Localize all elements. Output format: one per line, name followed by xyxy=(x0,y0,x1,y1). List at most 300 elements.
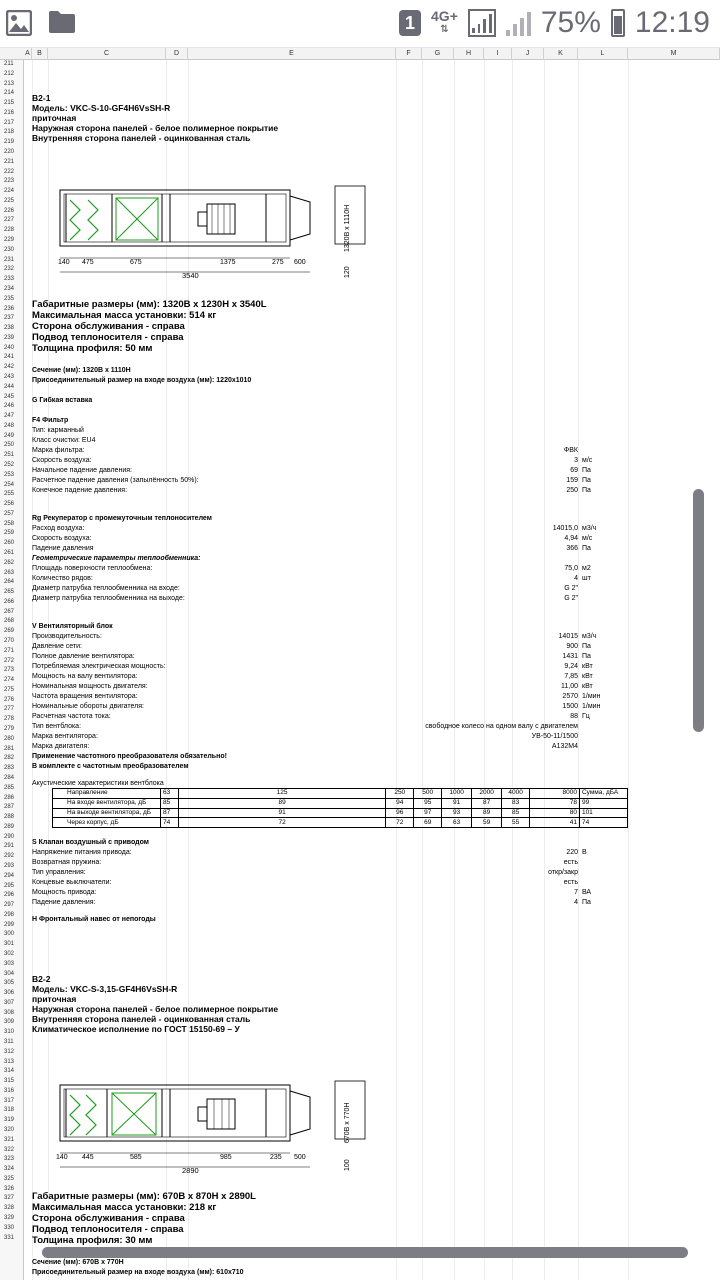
table-cell: 91 xyxy=(442,798,472,808)
cell-unit: Па xyxy=(582,643,591,650)
row-number[interactable]: 317 xyxy=(4,1097,15,1104)
row-number[interactable]: 213 xyxy=(4,80,15,87)
cell-value: 11,00 xyxy=(561,683,578,690)
row-number[interactable]: 245 xyxy=(4,393,15,400)
row-number[interactable]: 212 xyxy=(4,70,15,77)
row-number[interactable]: 281 xyxy=(4,745,15,752)
cell-value: А132М4 xyxy=(551,743,578,750)
cell-value: 1431 xyxy=(562,653,578,660)
text-line: Конечное падение давления: xyxy=(32,487,128,494)
text-line: Производительность: xyxy=(32,633,102,640)
cell-value: 14015,0 xyxy=(552,525,578,532)
row-number[interactable]: 295 xyxy=(4,882,15,889)
row-number[interactable]: 242 xyxy=(4,364,15,371)
table-cell: 91 xyxy=(178,808,385,818)
side2-small: 100 xyxy=(344,1159,351,1171)
cell-value: откр/закр xyxy=(548,869,578,876)
row-number[interactable]: 240 xyxy=(4,344,15,351)
row-number[interactable]: 221 xyxy=(4,158,15,165)
row-number[interactable]: 305 xyxy=(4,980,15,987)
row-number[interactable]: 302 xyxy=(4,950,15,957)
table-row xyxy=(53,808,628,818)
row-number[interactable]: 269 xyxy=(4,628,15,635)
text-line: В комплекте с частотным преобразователем xyxy=(32,763,189,770)
table-cell: 89 xyxy=(472,808,502,818)
row-number[interactable]: 297 xyxy=(4,902,15,909)
cell-value: 69 xyxy=(570,467,578,474)
seg-label-2: 475 xyxy=(82,259,94,266)
cell-unit: кВт xyxy=(582,683,593,690)
unit-inlet: Присоединительный размер на входе воздуха (мм): 1220x1010 xyxy=(32,377,252,384)
text-line: Концевые выключатели: xyxy=(32,879,112,886)
row-number[interactable]: 277 xyxy=(4,706,15,713)
image-icon xyxy=(6,10,32,36)
row-number[interactable]: 252 xyxy=(4,461,15,468)
row-number[interactable]: 250 xyxy=(4,442,15,449)
column-header[interactable]: B xyxy=(32,48,48,60)
row-number[interactable]: 247 xyxy=(4,413,15,420)
row-number[interactable]: 235 xyxy=(4,295,15,302)
unit2-inlet: Присоединительный размер на входе воздуха (мм): 610x710 xyxy=(32,1269,244,1276)
cell-value: УВ-50-11/1500 xyxy=(531,733,578,740)
unit-outer: Наружная сторона панелей - белое полимерное покрытие xyxy=(32,123,279,133)
cell-unit: Па xyxy=(582,467,591,474)
table-cell: 78 xyxy=(530,798,580,808)
text-line: Скорость воздуха: xyxy=(32,535,92,542)
row-number[interactable]: 271 xyxy=(4,647,15,654)
text-line: Падение давления: xyxy=(32,899,96,906)
row-number[interactable]: 259 xyxy=(4,530,15,537)
column-header[interactable]: K xyxy=(544,48,578,60)
table-cell: 74 xyxy=(579,818,627,828)
row-number[interactable]: 270 xyxy=(4,638,15,645)
row-number[interactable]: 306 xyxy=(4,990,15,997)
table-cell: 95 xyxy=(414,798,442,808)
text-line: Количество рядов: xyxy=(32,575,93,582)
row-number[interactable]: 234 xyxy=(4,285,15,292)
cell-value: ФВК xyxy=(563,447,578,454)
row-number[interactable]: 241 xyxy=(4,354,15,361)
row-number[interactable]: 231 xyxy=(4,256,15,263)
row-number[interactable]: 226 xyxy=(4,207,15,214)
text-line: Давление сети: xyxy=(32,643,83,650)
table-cell: 87 xyxy=(160,808,178,818)
seg-label-4: 1375 xyxy=(220,259,236,266)
text-line: Мощность привода: xyxy=(32,889,97,896)
cell-value: 159 xyxy=(566,477,578,484)
row-number[interactable]: 326 xyxy=(4,1185,15,1192)
row-number[interactable]: 290 xyxy=(4,833,15,840)
status-bar xyxy=(0,0,720,48)
row-number[interactable]: 322 xyxy=(4,1146,15,1153)
grid-column-line xyxy=(422,60,423,1280)
cell-value: 4 xyxy=(574,575,578,582)
column-header[interactable]: G xyxy=(422,48,454,60)
unit2-model: Модель: VKC-S-3,15-GF4H6VsSH-R xyxy=(32,984,178,994)
row-number[interactable]: 249 xyxy=(4,432,15,439)
table-cell: 101 xyxy=(579,808,627,818)
unit2-inner: Внутренняя сторона панелей - оцинкованная сталь xyxy=(32,1014,251,1024)
text-line: Тип: карманный xyxy=(32,427,84,434)
row-number[interactable]: 307 xyxy=(4,999,15,1006)
row-number[interactable]: 276 xyxy=(4,696,15,703)
table-cell: 72 xyxy=(178,818,385,828)
row-number[interactable]: 309 xyxy=(4,1019,15,1026)
unit-id: B2-1 xyxy=(32,93,51,103)
row-number[interactable]: 279 xyxy=(4,726,15,733)
table-cell: 74 xyxy=(160,818,178,828)
text-line: V Вентиляторный блок xyxy=(32,623,113,630)
row-number[interactable]: 225 xyxy=(4,197,15,204)
row-number[interactable]: 321 xyxy=(4,1136,15,1143)
row-number[interactable]: 258 xyxy=(4,520,15,527)
grid-column-line xyxy=(544,60,545,1280)
row-number[interactable]: 300 xyxy=(4,931,15,938)
cell-unit: м/с xyxy=(582,457,593,464)
text-line: Диаметр патрубка теплообменника на входе: xyxy=(32,585,180,592)
row-number[interactable]: 283 xyxy=(4,765,15,772)
row-number[interactable]: 272 xyxy=(4,657,15,664)
cell-unit: ВА xyxy=(582,889,592,896)
row-number[interactable]: 239 xyxy=(4,334,15,341)
side-small: 120 xyxy=(344,266,351,278)
table-cell: 93 xyxy=(442,808,472,818)
spreadsheet[interactable] xyxy=(0,48,720,1280)
sim-badge: 1 xyxy=(399,10,421,36)
table-header-cell: 63 xyxy=(160,789,178,799)
column-header[interactable]: D xyxy=(166,48,188,60)
cell-value: 88 xyxy=(570,713,578,720)
cell-unit: кВт xyxy=(582,663,593,670)
table-row xyxy=(53,789,628,799)
table-row xyxy=(53,798,628,808)
row-number[interactable]: 257 xyxy=(4,510,15,517)
table-cell: 59 xyxy=(472,818,502,828)
flex-insert: G Гибкая вставка xyxy=(32,397,93,404)
text-line: Тип вентблока: xyxy=(32,723,82,730)
text-line: Геометрические параметры теплообменника: xyxy=(32,555,201,562)
cell-value: свободное колесо на одном валу с двигателем xyxy=(425,723,578,730)
table-cell: 96 xyxy=(386,808,414,818)
row-number[interactable]: 323 xyxy=(4,1156,15,1163)
row-number[interactable]: 324 xyxy=(4,1166,15,1173)
row-number[interactable]: 313 xyxy=(4,1058,15,1065)
table-header-cell: 500 xyxy=(414,789,442,799)
row-number[interactable]: 331 xyxy=(4,1234,15,1241)
cell-unit: 1/мин xyxy=(582,703,601,710)
cell-value: 4 xyxy=(574,899,578,906)
seg2-label-1: 140 xyxy=(56,1154,68,1161)
row-number[interactable]: 315 xyxy=(4,1078,15,1085)
cell-unit: кВт xyxy=(582,673,593,680)
text-line: Расчетная частота тока: xyxy=(32,713,111,720)
unit2-drawing xyxy=(52,1073,372,1173)
signal-2-icon xyxy=(506,10,531,36)
cell-value: 1500 xyxy=(562,703,578,710)
table-header-cell: 4000 xyxy=(502,789,530,799)
row-number[interactable]: 227 xyxy=(4,217,15,224)
horizontal-scrollbar[interactable] xyxy=(42,1247,688,1258)
grid-column-line xyxy=(512,60,513,1280)
unit-type: приточная xyxy=(32,113,77,123)
row-number[interactable]: 329 xyxy=(4,1215,15,1222)
text-line: Марка вентилятора: xyxy=(32,733,98,740)
table-header-cell: Сумма, дБА xyxy=(579,789,627,799)
text-line: Класс очистки: EU4 xyxy=(32,437,96,444)
row-number[interactable]: 328 xyxy=(4,1205,15,1212)
table-cell: 72 xyxy=(386,818,414,828)
row-number[interactable]: 238 xyxy=(4,325,15,332)
row-number[interactable]: 301 xyxy=(4,941,15,948)
row-number[interactable]: 299 xyxy=(4,921,15,928)
row-number[interactable]: 296 xyxy=(4,892,15,899)
row-number[interactable]: 232 xyxy=(4,266,15,273)
row-number[interactable]: 251 xyxy=(4,452,15,459)
column-header[interactable]: J xyxy=(512,48,544,60)
row-number[interactable]: 298 xyxy=(4,911,15,918)
table-cell: 97 xyxy=(414,808,442,818)
folder-icon xyxy=(48,10,76,34)
unit-dims: Габаритные размеры (мм): 1320В x 1230Н x 3540L xyxy=(32,299,267,310)
vertical-scrollbar[interactable] xyxy=(693,489,704,732)
cell-unit: м2 xyxy=(582,565,591,572)
grid-column-line xyxy=(484,60,485,1280)
row-number[interactable]: 311 xyxy=(4,1039,14,1045)
seg-label-3: 675 xyxy=(130,259,142,266)
table-cell: 94 xyxy=(386,798,414,808)
row-number[interactable]: 246 xyxy=(4,403,15,410)
row-number[interactable]: 217 xyxy=(4,119,15,126)
row-number[interactable]: 293 xyxy=(4,862,15,869)
cell-unit: м/с xyxy=(582,535,593,542)
row-number[interactable]: 268 xyxy=(4,618,15,625)
cell-unit: 1/мин xyxy=(582,693,601,700)
unit2-supply: Подвод теплоносителя - справа xyxy=(32,1224,184,1235)
row-number[interactable]: 275 xyxy=(4,686,15,693)
column-header[interactable]: A xyxy=(24,48,32,60)
text-line: Скорость воздуха: xyxy=(32,457,92,464)
text-line: Падение давления xyxy=(32,545,94,552)
column-header[interactable]: L xyxy=(578,48,628,60)
row-number[interactable]: 263 xyxy=(4,569,15,576)
row-number[interactable]: 220 xyxy=(4,149,15,156)
cell-value: 7,85 xyxy=(564,673,578,680)
row-number[interactable]: 287 xyxy=(4,804,15,811)
cell-value: 250 xyxy=(566,487,578,494)
row-number[interactable]: 261 xyxy=(4,550,15,556)
text-line: Номинальные обороты двигателя: xyxy=(32,703,144,710)
column-header[interactable]: F xyxy=(396,48,422,60)
table-header-cell: 250 xyxy=(386,789,414,799)
row-number[interactable]: 254 xyxy=(4,481,15,488)
cell-value: есть xyxy=(563,859,578,866)
cell-value: G 2" xyxy=(564,585,578,592)
row-number[interactable]: 292 xyxy=(4,853,15,860)
row-number[interactable]: 310 xyxy=(4,1029,15,1036)
cell-unit: Па xyxy=(582,545,591,552)
row-number[interactable]: 318 xyxy=(4,1107,15,1114)
row-number[interactable]: 288 xyxy=(4,814,15,821)
text-line: Тип управления: xyxy=(32,869,86,876)
side2-dims: 670В x 770Н xyxy=(344,1102,351,1143)
table-cell: На выходе вентилятора, дБ xyxy=(53,808,161,818)
row-number[interactable]: 308 xyxy=(4,1009,15,1016)
row-number[interactable]: 273 xyxy=(4,667,15,674)
row-number[interactable]: 256 xyxy=(4,501,15,508)
row-number[interactable]: 274 xyxy=(4,677,15,684)
row-number[interactable]: 248 xyxy=(4,422,15,429)
unit1-drawing xyxy=(52,178,372,278)
row-number[interactable]: 216 xyxy=(4,109,15,116)
row-number[interactable]: 244 xyxy=(4,383,15,390)
unit2-section: Сечение (мм): 670В x 770Н xyxy=(32,1259,124,1266)
cell-unit: Па xyxy=(582,653,591,660)
cell-unit: Гц xyxy=(582,713,590,720)
seg2-label-5: 235 xyxy=(270,1154,282,1161)
row-number[interactable]: 223 xyxy=(4,178,15,185)
row-number[interactable]: 253 xyxy=(4,471,15,478)
row-number[interactable]: 319 xyxy=(4,1117,15,1124)
table-header-cell: Направление xyxy=(53,789,161,799)
cell-value: 2570 xyxy=(562,693,578,700)
column-header[interactable]: H xyxy=(454,48,484,60)
cell-value: 14015 xyxy=(558,633,578,640)
unit2-climate: Климатическое исполнение по ГОСТ 15150-69 – У xyxy=(32,1024,240,1034)
row-number[interactable]: 260 xyxy=(4,540,15,547)
row-number[interactable]: 320 xyxy=(4,1127,15,1134)
column-header[interactable]: M xyxy=(628,48,720,60)
unit2-mass: Максимальная масса установки: 218 кг xyxy=(32,1202,217,1213)
table-header-cell: 1000 xyxy=(442,789,472,799)
unit2-type: приточная xyxy=(32,994,77,1004)
row-number[interactable]: 262 xyxy=(4,559,15,566)
cell-unit: Па xyxy=(582,899,591,906)
table-cell: 80 xyxy=(530,808,580,818)
row-number[interactable]: 286 xyxy=(4,794,15,801)
unit-section: Сечение (мм): 1320В x 1110Н xyxy=(32,367,131,374)
text-line: S Клапан воздушный с приводом xyxy=(32,839,149,846)
row-number[interactable]: 327 xyxy=(4,1195,15,1202)
column-header[interactable]: E xyxy=(188,48,396,60)
row-number[interactable]: 243 xyxy=(4,373,15,380)
column-header[interactable]: I xyxy=(484,48,512,60)
column-headers xyxy=(0,48,720,60)
unit-service: Сторона обслуживания - справа xyxy=(32,321,185,332)
row-number[interactable]: 222 xyxy=(4,168,15,175)
unit2-profile: Толщина профиля: 30 мм xyxy=(32,1235,153,1246)
cell-value: G 2" xyxy=(564,595,578,602)
text-line: Напряжение питания привода: xyxy=(32,849,132,856)
total2-length: 2890 xyxy=(182,1166,199,1173)
cell-unit: Па xyxy=(582,477,591,484)
row-numbers xyxy=(0,60,24,1280)
column-header[interactable]: C xyxy=(48,48,166,60)
cell-value: есть xyxy=(563,879,578,886)
row-number[interactable]: 304 xyxy=(4,970,15,977)
row-number[interactable]: 267 xyxy=(4,608,15,615)
row-number[interactable]: 330 xyxy=(4,1224,15,1231)
text-line: Rg Рекуператор с промежуточным теплоносителем xyxy=(32,515,212,522)
table-cell: 89 xyxy=(178,798,385,808)
row-number[interactable]: 280 xyxy=(4,735,15,742)
battery-percent: 75% xyxy=(540,6,601,39)
row-number[interactable]: 237 xyxy=(4,315,15,322)
row-number[interactable]: 218 xyxy=(4,129,15,136)
text-line: Возвратная пружина: xyxy=(32,859,102,866)
cell-value: 3 xyxy=(574,457,578,464)
table-cell: 85 xyxy=(502,808,530,818)
table-cell: 55 xyxy=(502,818,530,828)
unit2-dims: Габаритные размеры (мм): 670В x 870Н x 2890L xyxy=(32,1191,256,1202)
text-line: Марка фильтра: xyxy=(32,447,85,454)
seg-label-1: 140 xyxy=(58,259,70,266)
row-number[interactable]: 282 xyxy=(4,755,15,762)
cell-unit: Па xyxy=(582,487,591,494)
row-number[interactable]: 266 xyxy=(4,598,15,605)
unit-mass: Максимальная масса установки: 514 кг xyxy=(32,310,217,321)
cell-value: 366 xyxy=(566,545,578,552)
row-number[interactable]: 224 xyxy=(4,188,15,195)
table-cell: 85 xyxy=(160,798,178,808)
side-dims: 1320В x 1110Н xyxy=(344,204,351,252)
grid-column-line xyxy=(454,60,455,1280)
table-cell: На входе вентилятора, дБ xyxy=(53,798,161,808)
table-cell: 41 xyxy=(530,818,580,828)
row-number[interactable]: 255 xyxy=(4,491,15,498)
row-number[interactable]: 284 xyxy=(4,774,15,781)
row-number[interactable]: 219 xyxy=(4,139,15,146)
row-number[interactable]: 303 xyxy=(4,960,15,967)
cell-value: 900 xyxy=(566,643,578,650)
row-number[interactable]: 289 xyxy=(4,823,15,830)
row-number[interactable]: 236 xyxy=(4,305,15,312)
row-number[interactable]: 294 xyxy=(4,872,15,879)
text-line: Частота вращения вентилятора: xyxy=(32,693,138,700)
cell-value: 7 xyxy=(574,889,578,896)
row-number[interactable]: 229 xyxy=(4,237,15,244)
table-cell: 99 xyxy=(579,798,627,808)
table-row xyxy=(53,818,628,828)
row-number[interactable]: 230 xyxy=(4,246,15,253)
table-header-cell: 8000 xyxy=(530,789,580,799)
row-number[interactable]: 325 xyxy=(4,1175,15,1182)
row-number[interactable]: 211 xyxy=(4,61,14,67)
seg2-label-2: 445 xyxy=(82,1154,94,1161)
row-number[interactable]: 264 xyxy=(4,579,15,586)
row-number[interactable]: 278 xyxy=(4,716,15,723)
table-cell: 87 xyxy=(472,798,502,808)
clock: 12:19 xyxy=(634,6,710,39)
row-number[interactable]: 233 xyxy=(4,276,15,283)
row-number[interactable]: 314 xyxy=(4,1068,15,1075)
text-line: Диаметр патрубка теплообменника на выходе: xyxy=(32,595,185,602)
row-number[interactable]: 316 xyxy=(4,1087,15,1094)
text-line: Применение частотного преобразователя обязательно! xyxy=(32,753,227,760)
row-number[interactable]: 265 xyxy=(4,589,15,596)
row-number[interactable]: 215 xyxy=(4,100,15,107)
text-line: Марка двигателя: xyxy=(32,743,90,750)
text-line: Полное давление вентилятора: xyxy=(32,653,135,660)
cell-unit: В xyxy=(582,849,587,856)
seg-label-6: 600 xyxy=(294,259,306,266)
unit-inner: Внутренняя сторона панелей - оцинкованная сталь xyxy=(32,133,251,143)
acoustic-table xyxy=(52,788,628,828)
row-number[interactable]: 214 xyxy=(4,90,15,97)
row-number[interactable]: 285 xyxy=(4,784,15,791)
row-number[interactable]: 228 xyxy=(4,227,15,234)
row-number[interactable]: 312 xyxy=(4,1048,15,1055)
row-number[interactable]: 291 xyxy=(4,843,15,850)
